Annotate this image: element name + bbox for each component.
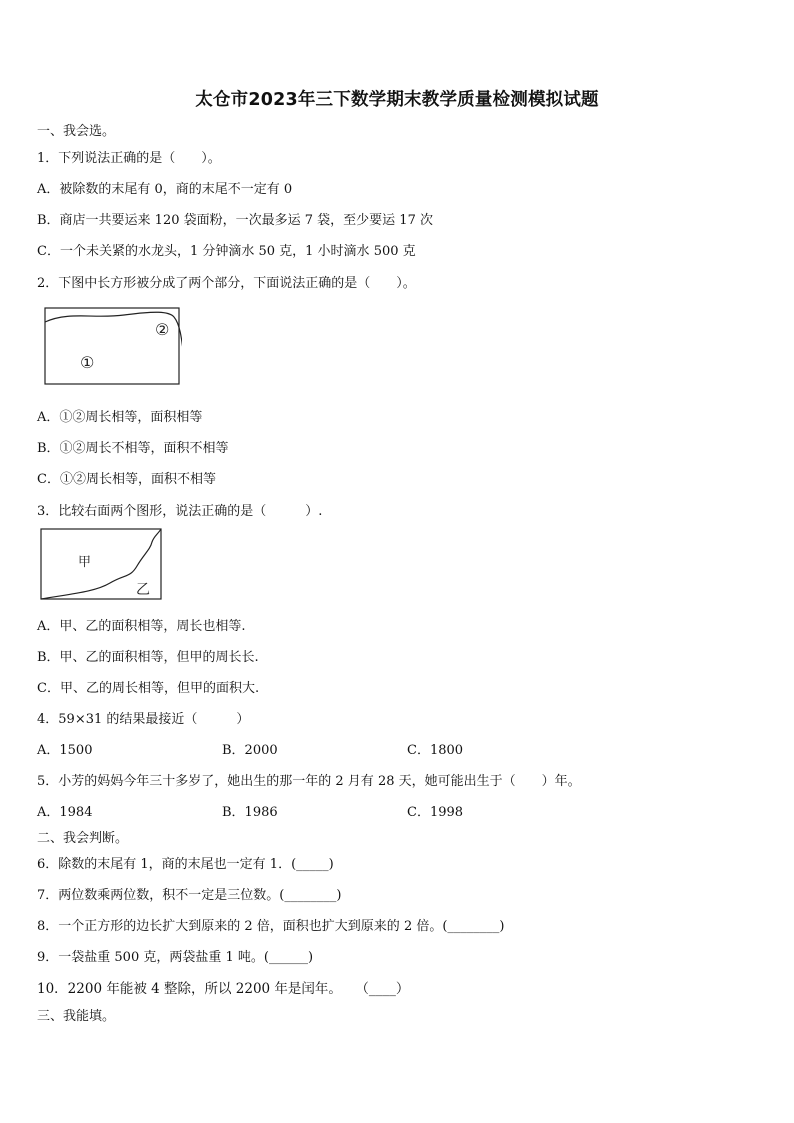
question-9: 9．一袋盐重 500 克，两袋盐重 1 吨。(______): [37, 950, 314, 965]
question-1-stem: 1．下列说法正确的是（ ）。: [37, 151, 221, 166]
page-title: 太仓市2023年三下数学期末教学质量检测模拟试题: [195, 90, 599, 110]
section-heading-fill: 三、我能填。: [37, 1009, 116, 1024]
rectangle-split-figure: [44, 307, 182, 387]
question-3-option-a: A．甲、乙的面积相等，周长也相等.: [37, 619, 246, 634]
question-3-stem: 3．比较右面两个图形，说法正确的是（ ）.: [37, 504, 323, 519]
question-2-option-a: A．①②周长相等，面积相等: [37, 410, 203, 425]
question-3-option-b: B．甲、乙的面积相等，但甲的周长长.: [37, 650, 259, 665]
question-5-option-c: C．1998: [407, 805, 464, 820]
question-7: 7．两位数乘两位数，积不一定是三位数。(________): [37, 888, 342, 903]
question-4-option-b: B．2000: [222, 743, 278, 758]
figure-label-jia: 甲: [78, 555, 92, 570]
question-4-option-a: A．1500: [37, 743, 93, 758]
figure-label-2: ②: [155, 320, 170, 339]
question-4-stem: 4．59×31 的结果最接近（ ）: [37, 712, 250, 727]
question-5-option-b: B．1986: [222, 805, 278, 820]
question-2-option-b: B．①②周长不相等，面积不相等: [37, 441, 229, 456]
figure-label-1: ①: [80, 353, 95, 372]
question-2-option-c: C．①②周长相等，面积不相等: [37, 472, 216, 487]
question-1-option-c: C．一个未关紧的水龙头，1 分钟滴水 50 克，1 小时滴水 500 克: [37, 244, 416, 259]
question-3-option-c: C．甲、乙的周长相等，但甲的面积大.: [37, 681, 260, 696]
question-1-option-b: B．商店一共要运来 120 袋面粉，一次最多运 7 袋，至少要运 17 次: [37, 213, 433, 228]
question-5-option-a: A．1984: [37, 805, 93, 820]
question-5-stem: 5．小芳的妈妈今年三十多岁了，她出生的那一年的 2 月有 28 天，她可能出生于（ ）年。: [37, 774, 581, 789]
figure-label-yi: 乙: [136, 582, 150, 598]
question-6: 6．除数的末尾有 1，商的末尾也一定有 1．(_____): [37, 857, 334, 872]
question-4-option-c: C．1800: [407, 743, 464, 758]
question-2-stem: 2．下图中长方形被分成了两个部分，下面说法正确的是（ ）。: [37, 276, 416, 291]
jia-yi-figure: [40, 528, 164, 602]
section-heading-choice: 一、我会选。: [37, 124, 116, 139]
section-heading-judge: 二、我会判断。: [37, 831, 129, 846]
question-1-option-a: A．被除数的末尾有 0，商的末尾不一定有 0: [37, 182, 293, 197]
question-10: 10．2200 年能被 4 整除，所以 2200 年是闰年。 （____）: [37, 981, 410, 997]
question-8: 8．一个正方形的边长扩大到原来的 2 倍，面积也扩大到原来的 2 倍。(________): [37, 919, 505, 934]
